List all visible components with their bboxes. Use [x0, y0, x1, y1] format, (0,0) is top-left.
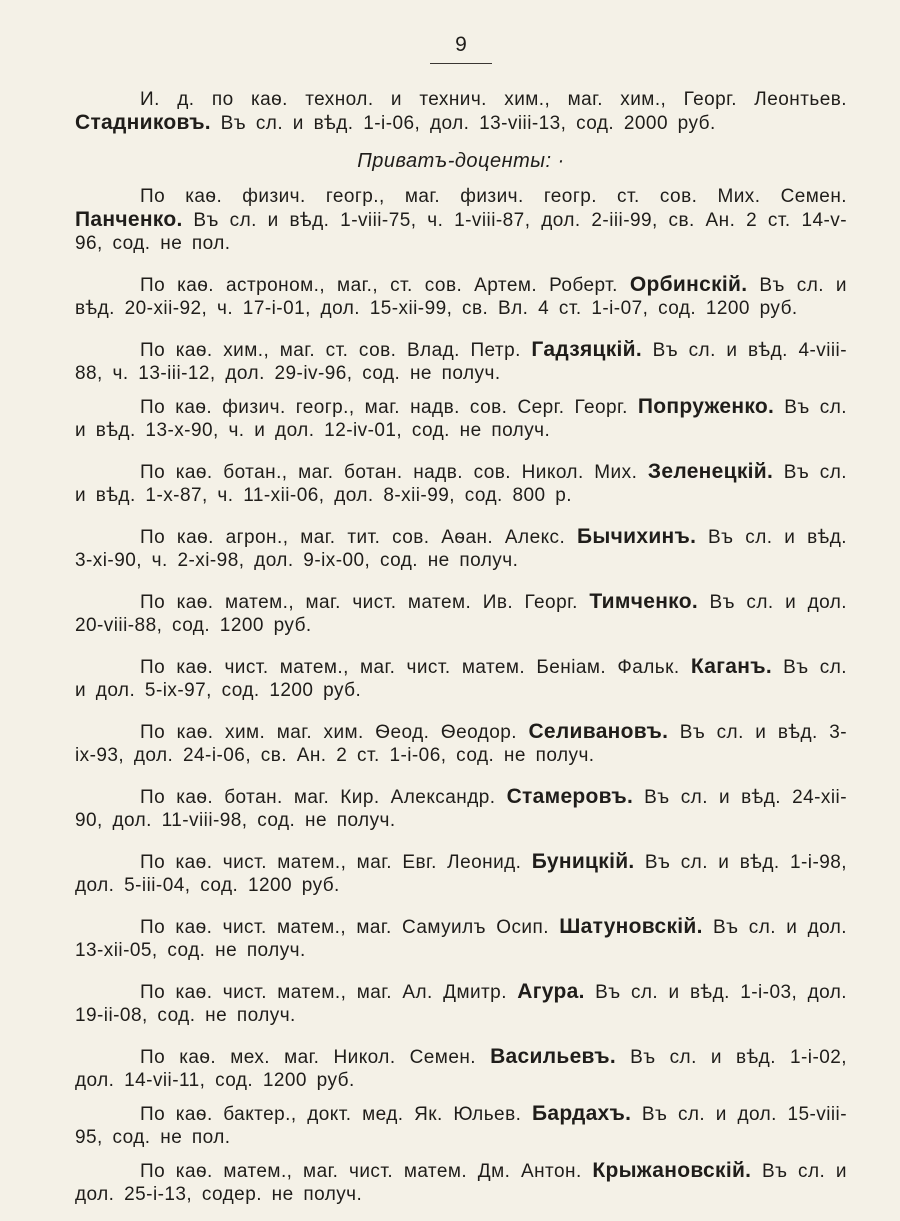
docent-entry	[75, 720, 847, 767]
entry-text: Въ сл. и вѣд. 1-i-02, дол. 14-vii-11, сод. 1200 руб.	[75, 1047, 848, 1091]
entry-text: По каѳ. матем., маг. чист. матем. Ив. Георг.	[140, 592, 590, 613]
entry-text: По каѳ. матем., маг. чист. матем. Дм. Антон.	[140, 1161, 593, 1182]
docent-entry	[75, 590, 847, 637]
entry-text: Въ сл. и дол. 13-xii-05, сод. не получ.	[75, 917, 848, 961]
entry-text: По каѳ. чист. матем., маг. чист. матем. Беніам. Фальк.	[140, 657, 691, 678]
person-name: Буницкій.	[531, 850, 635, 873]
person-name: Попруженко.	[637, 395, 775, 418]
docent-entry	[75, 338, 847, 385]
person-name: Бычихинъ.	[577, 525, 697, 548]
entry-text: По каѳ. астроном., маг., ст. сов. Артем. Роберт.	[140, 275, 630, 296]
entry-text: По каѳ. ботан., маг. ботан. надв. сов. Никол. Мих.	[140, 462, 648, 483]
docent-entry	[75, 915, 847, 962]
entry-text: По каѳ. чист. матем., маг. Ал. Дмитр.	[140, 982, 518, 1003]
docent-entry	[75, 850, 847, 897]
person-name: Бардахъ.	[531, 1102, 632, 1125]
person-name: Агура.	[517, 980, 585, 1003]
entry-text: По каѳ. чист. матем., маг. Евг. Леонид.	[140, 852, 532, 873]
person-name: Панченко.	[75, 208, 183, 231]
entry-text: Въ сл. и дол. 20-viii-88, сод. 1200 руб.	[75, 592, 848, 636]
person-name: Стадниковъ.	[75, 111, 211, 134]
entry-text: Въ сл. и вѣд. 4-viii-88, ч. 13-iii-12, дол. 29-iv-96, сод. не получ.	[75, 340, 847, 384]
page-number: 9	[455, 33, 467, 56]
entry-text: Въ сл. и вѣд. 1-i-03, дол. 19-ii-08, сод. не получ.	[75, 982, 847, 1026]
entry-text: Въ сл. и дол. 15-viii-95, сод. не пол.	[75, 1104, 848, 1148]
person-name: Зеленецкій.	[647, 460, 774, 483]
entry-text: Въ сл. и вѣд. 1-x-87, ч. 11-xii-06, дол. 8-xii-99, сод. 800 р.	[75, 462, 848, 506]
docent-entry	[75, 1102, 847, 1149]
entry-text: По каѳ. хим., маг. ст. сов. Влад. Петр.	[140, 340, 532, 361]
document-page	[75, 30, 847, 1206]
docent-entry	[75, 785, 847, 832]
entry-text: Въ сл. и вѣд. 20-xii-92, ч. 17-i-01, дол. 15-xii-99, св. Вл. 4 ст. 1-i-07, сод. 1200 руб.	[75, 275, 847, 319]
person-name: Орбинскій.	[629, 273, 748, 296]
entry-text: Въ сл. и вѣд. 24-xii-90, дол. 11-viii-98, сод. не получ.	[75, 787, 847, 831]
docent-entry	[75, 525, 847, 572]
entry-text: По каѳ. физич. геогр., маг. физич. геогр. ст. сов. Мих. Семен.	[140, 186, 847, 207]
entry-text: Въ сл. и вѣд. 1-i-98, дол. 5-iii-04, сод. 1200 руб.	[75, 852, 847, 896]
docent-entry	[75, 655, 847, 702]
acting-professor-entry	[75, 88, 847, 135]
entry-text: Въ сл. и вѣд. 3-xi-90, ч. 2-xi-98, дол. 9-ix-00, сод. не получ.	[75, 527, 847, 571]
person-name: Васильевъ.	[490, 1045, 616, 1068]
section-title: Приватъ-доценты: ·	[357, 150, 565, 172]
entry-text: По каѳ. чист. матем., маг. Самуилъ Осип.	[140, 917, 560, 938]
person-name: Тимченко.	[589, 590, 698, 613]
person-name: Шатуновскій.	[559, 915, 703, 938]
entry-text: По каѳ. бактер., докт. мед. Як. Юльев.	[140, 1104, 532, 1125]
entry-text: По каѳ. агрон., маг. тит. сов. Аѳан. Алекс.	[140, 527, 578, 548]
docent-entry	[75, 273, 847, 320]
person-name: Каганъ.	[690, 655, 772, 678]
entry-text: По каѳ. ботан. маг. Кир. Александр.	[140, 787, 507, 808]
person-name: Крыжановскій.	[592, 1159, 752, 1182]
entry-text: И. д. по каѳ. технол. и технич. хим., маг. хим., Георг. Леонтьев.	[140, 89, 847, 110]
entry-text: Въ сл. и вѣд. 13-x-90, ч. и дол. 12-iv-01, сод. не получ.	[75, 397, 847, 441]
docent-entry	[75, 395, 847, 442]
docent-entry	[75, 980, 847, 1027]
entry-text: По каѳ. мех. маг. Никол. Семен.	[140, 1047, 491, 1068]
entry-text: Въ сл. и вѣд. 1-i-06, дол. 13-viii-13, сод. 2000 руб.	[210, 113, 716, 134]
person-name: Гадзяцкій.	[531, 338, 642, 361]
person-name: Стамеровъ.	[506, 785, 634, 808]
entry-text: Въ сл. и вѣд. 1-viii-75, ч. 1-viii-87, дол. 2-iii-99, св. Ан. 2 ст. 14-v-96, сод. не пол.	[75, 210, 847, 254]
entry-text: По каѳ. хим. маг. хим. Ѳеод. Ѳеодор.	[140, 722, 529, 743]
person-name: Селивановъ.	[528, 720, 669, 743]
page-number-rule	[430, 63, 492, 64]
docent-entry	[75, 1159, 847, 1206]
docent-entry	[75, 185, 847, 255]
entry-text: Въ сл. и вѣд. 3-ix-93, дол. 24-i-06, св. Ан. 2 ст. 1-i-06, сод. не получ.	[75, 722, 848, 766]
entry-text: Въ сл. и дол. 25-i-13, содер. не получ.	[75, 1161, 847, 1205]
docent-entry	[75, 460, 847, 507]
entry-text: По каѳ. физич. геогр., маг. надв. сов. Серг. Георг.	[140, 397, 638, 418]
entry-text: Въ сл. и дол. 5-ix-97, сод. 1200 руб.	[75, 657, 848, 701]
docent-entry	[75, 1045, 847, 1092]
